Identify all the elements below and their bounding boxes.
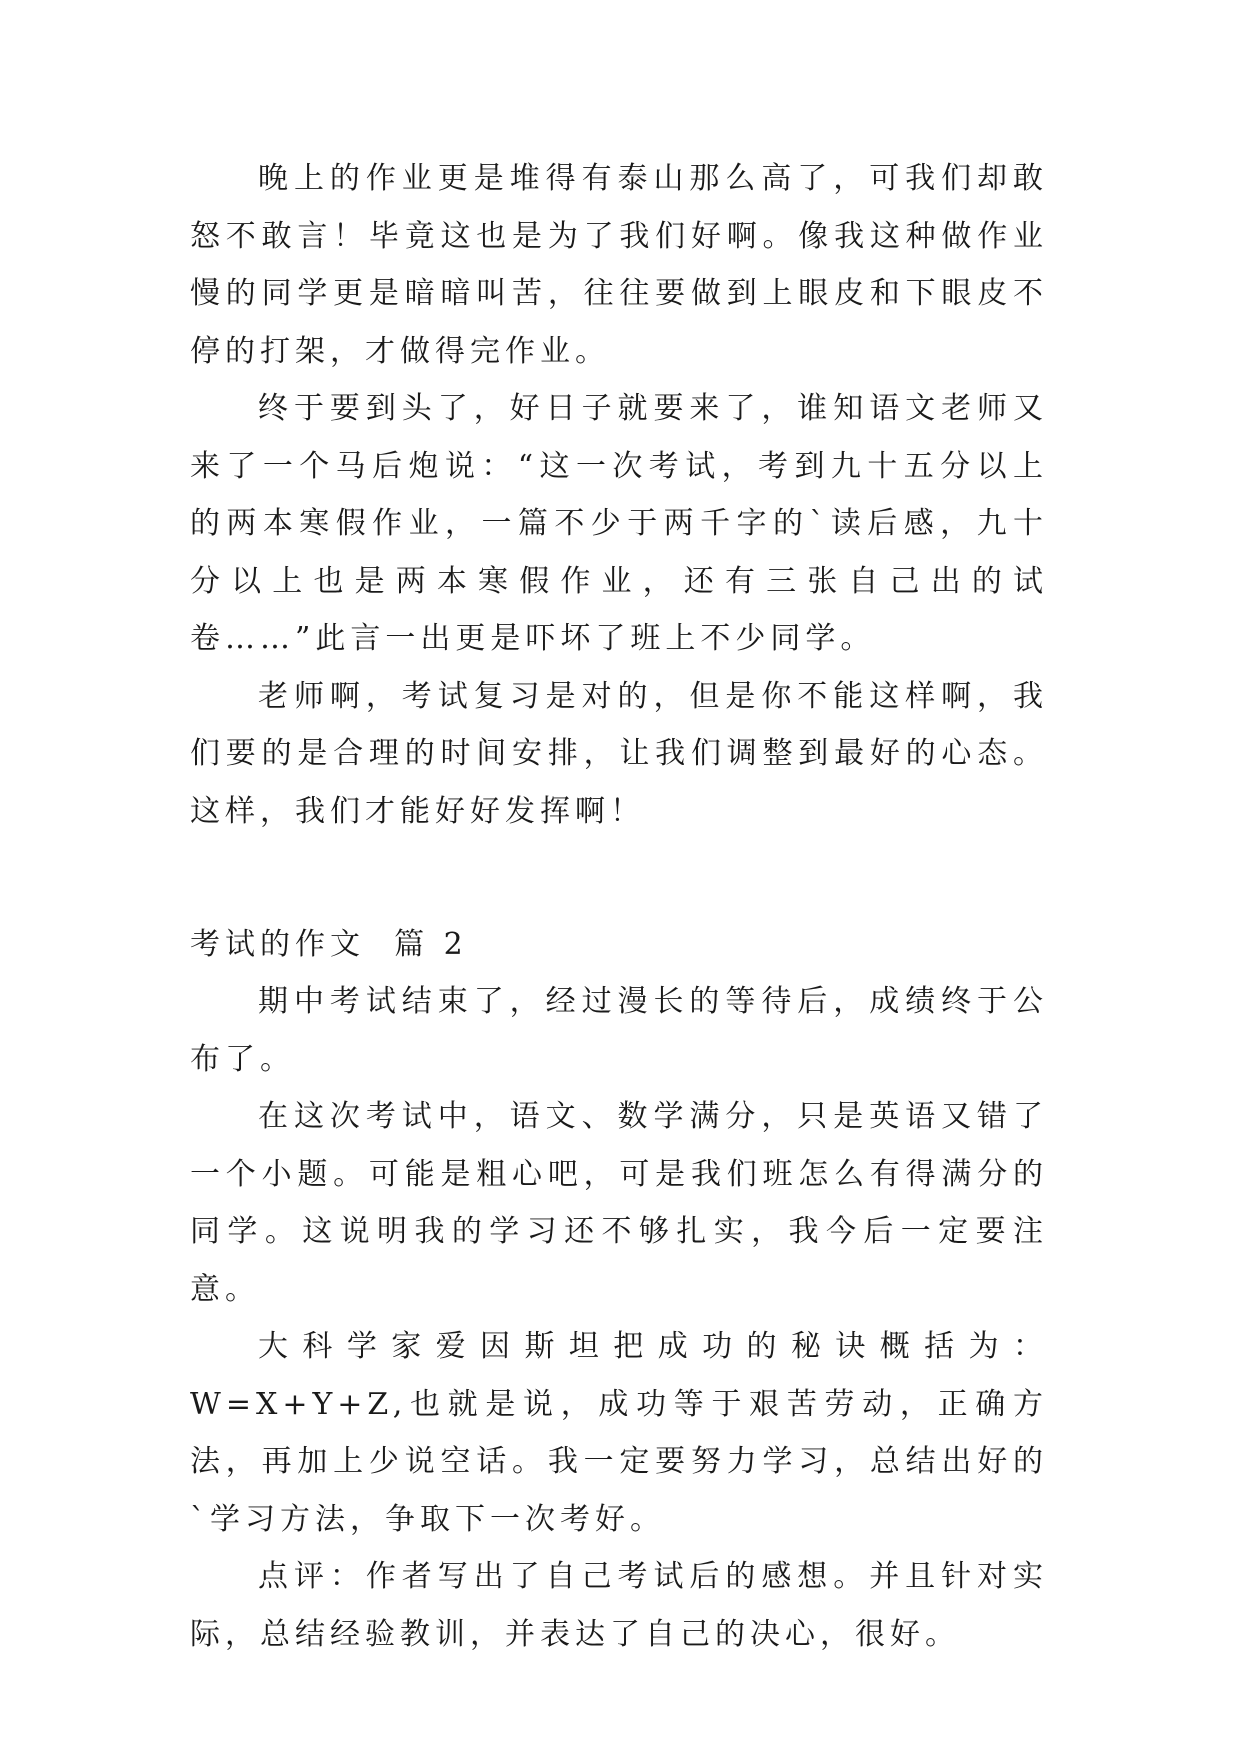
paragraph: 点评：作者写出了自己考试后的感想。并且针对实际，总结经验教训，并表达了自己的决心，很好。 xyxy=(190,1559,1048,1652)
essay-part-1 xyxy=(190,150,1048,840)
paragraph: 晚上的作业更是堆得有泰山那么高了，可我们却敢怒不敢言！毕竟这也是为了我们好啊。像我这种做作业慢的同学更是暗暗叫苦，往往要做到上眼皮和下眼皮不停的打架，才做得完作业。 xyxy=(190,161,1048,369)
paragraph: 期中考试结束了，经过漫长的等待后，成绩终于公布了。 xyxy=(190,984,1048,1077)
essay-part-2 xyxy=(190,973,1048,1663)
section-heading: 考试的作文 篇 2 xyxy=(190,927,468,962)
paragraph: 在这次考试中，语文、数学满分，只是英语又错了一个小题。可能是粗心吧，可是我们班怎么有得满分的同学。这说明我的学习还不够扎实，我今后一定要注意。 xyxy=(190,1099,1048,1307)
paragraph: 大科学家爱因斯坦把成功的秘诀概括为：W=X+Y+Z,也就是说，成功等于艰苦劳动，正确方法，再加上少说空话。我一定要努力学习，总结出好的`学习方法，争取下一次考好。 xyxy=(190,1329,1048,1537)
paragraph: 终于要到头了，好日子就要来了，谁知语文老师又来了一个马后炮说：“这一次考试，考到九十五分以上的两本寒假作业，一篇不少于两千字的`读后感，九十分以上也是两本寒假作业，还有三张自己出的试卷……”此言一出更是吓坏了班上不少同学。 xyxy=(190,391,1048,656)
paragraph: 老师啊，考试复习是对的，但是你不能这样啊，我们要的是合理的时间安排，让我们调整到最好的心态。这样，我们才能好好发挥啊！ xyxy=(190,678,1048,829)
